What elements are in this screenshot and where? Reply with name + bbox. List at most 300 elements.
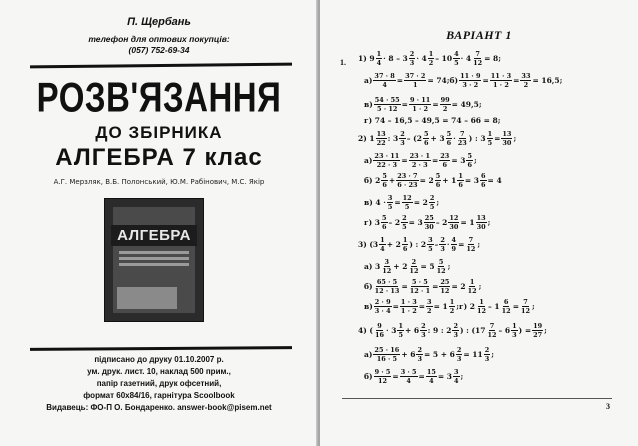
fraction-denominator: 9 — [451, 245, 457, 253]
math-text: г) 2 — [459, 302, 475, 311]
fraction-numerator: 9 · 11 — [409, 96, 431, 104]
math-text: = — [392, 302, 399, 311]
fraction — [436, 258, 447, 275]
solution-line — [358, 236, 480, 253]
fraction-denominator: 6 — [402, 245, 408, 253]
fraction — [453, 50, 460, 67]
solution-line — [364, 346, 494, 363]
fraction-denominator: 6 — [446, 139, 452, 147]
math-text: = 74; — [427, 76, 450, 85]
solution-line — [364, 298, 535, 315]
math-text: + 3 — [430, 134, 445, 143]
fraction-denominator: 12 — [436, 267, 446, 275]
math-text: а) 3 — [364, 262, 381, 271]
fraction-denominator: 4 — [380, 245, 385, 253]
fraction-numerator: 11 · 9 — [460, 72, 481, 80]
fraction — [439, 278, 450, 295]
fraction-numerator: 54 · 55 — [374, 96, 400, 104]
fraction-numerator: 2 — [453, 322, 458, 330]
fraction — [452, 322, 459, 339]
fraction-numerator: 1 — [487, 130, 493, 138]
math-text: – 1 — [488, 302, 500, 311]
fraction-numerator: 2 · 9 — [374, 298, 391, 306]
cover-graphic — [117, 287, 177, 309]
fraction-numerator: 1 — [428, 50, 434, 58]
fraction-numerator: 7 — [468, 236, 474, 244]
math-text: ; — [532, 302, 535, 311]
fraction — [374, 278, 401, 295]
fraction — [409, 96, 431, 113]
fraction — [459, 72, 481, 89]
fraction — [401, 214, 408, 231]
math-text: + 6 — [404, 326, 420, 335]
fraction-denominator: 4 — [382, 81, 387, 89]
fraction — [381, 258, 392, 275]
fraction-denominator: 1 · 2 — [412, 105, 429, 113]
math-text: ) = — [518, 326, 532, 335]
fraction-numerator: 9 — [377, 322, 382, 330]
fraction-denominator: 2 — [428, 59, 434, 67]
fraction — [399, 130, 406, 147]
math-text: 3) (3 — [358, 240, 379, 249]
fraction-denominator: 22 · 3 — [376, 161, 398, 169]
fraction — [387, 194, 394, 211]
fraction-denominator: 12 · 1 — [409, 287, 431, 295]
cover-stripe — [119, 263, 189, 266]
solution-line — [358, 130, 516, 147]
fraction-denominator: 12 — [440, 287, 450, 295]
math-text: = — [432, 282, 439, 291]
fraction-denominator: 4 — [406, 377, 411, 385]
math-text: = 1 — [433, 302, 448, 311]
fraction-numerator: 37 · 8 — [374, 72, 395, 80]
solution-line — [364, 96, 482, 113]
fraction-denominator: 30 — [476, 223, 486, 231]
fraction-denominator: 3 — [409, 59, 415, 67]
fraction-numerator: 2 — [402, 214, 407, 222]
book-subtitle: ДО ЗБІРНИКА — [95, 123, 223, 142]
math-text: = 2 — [419, 176, 434, 185]
fraction-denominator: 30 — [424, 223, 434, 231]
fraction-numerator: 2 — [411, 258, 417, 266]
fraction-numerator: 3 — [427, 298, 432, 306]
math-text: б) — [449, 76, 459, 85]
math-text: = 1 — [460, 218, 475, 227]
math-text: – — [434, 240, 439, 249]
fraction-numerator: 1 — [449, 298, 455, 306]
fraction-numerator: 1 · 3 — [400, 298, 417, 306]
math-text: + 2 — [386, 240, 401, 249]
footer-rule — [342, 398, 612, 399]
fraction-numerator: 13 — [502, 130, 512, 138]
fraction-denominator: 2 — [523, 81, 529, 89]
fraction-numerator: 3 · 5 — [400, 368, 417, 376]
fraction-numerator: 4 — [451, 236, 457, 244]
fraction-numerator: 7 — [489, 322, 495, 330]
fraction-denominator: 3 — [484, 355, 490, 363]
fraction — [465, 236, 476, 253]
math-text: = — [401, 100, 408, 109]
math-text: в) — [364, 302, 373, 311]
fraction — [397, 322, 404, 339]
cover-stripe — [119, 251, 189, 254]
fraction-numerator: 1 — [398, 322, 403, 330]
math-text: = — [494, 134, 501, 143]
fraction-numerator: 1 — [469, 278, 475, 286]
fraction-denominator: 12 — [467, 287, 477, 295]
fraction — [409, 152, 431, 169]
phone-number: (057) 752-69-34 — [128, 45, 190, 55]
fraction-denominator: 12 — [473, 59, 483, 67]
problem-number: 1. — [340, 58, 346, 67]
fraction-numerator: 12 — [449, 214, 459, 222]
math-text: + 1 — [442, 176, 457, 185]
fraction-denominator: 12 — [477, 307, 487, 315]
fraction-denominator: 6 — [467, 161, 472, 169]
publisher-author: П. Щербань — [127, 16, 191, 28]
fraction — [501, 130, 512, 147]
fraction-denominator: 3 — [512, 331, 517, 339]
left-page — [0, 0, 318, 446]
fraction — [511, 322, 518, 339]
math-text: = 49,5; — [451, 100, 482, 109]
fraction-numerator: 1 — [479, 298, 484, 306]
math-text: : 9 : 2 — [427, 326, 452, 335]
fraction — [466, 152, 473, 169]
solution-line — [364, 152, 477, 169]
solution-line — [364, 172, 502, 189]
fraction-denominator: 5 — [429, 203, 435, 211]
fraction-numerator: 1 — [402, 236, 408, 244]
fraction-denominator: 3 — [400, 139, 405, 147]
fraction — [416, 346, 423, 363]
fraction-denominator: 12 — [487, 331, 497, 339]
fraction-denominator: 6 — [481, 181, 486, 189]
math-text: = — [431, 156, 439, 165]
fraction-denominator: 3 · 2 — [462, 81, 479, 89]
book-title: РОЗВ'ЯЗАННЯ — [36, 74, 282, 121]
fraction — [376, 50, 383, 67]
fraction — [435, 172, 442, 189]
fraction — [532, 322, 543, 339]
fraction-denominator: 16 — [374, 331, 384, 339]
fraction — [374, 298, 392, 315]
fraction — [402, 194, 413, 211]
fraction-numerator: 9 · 5 — [374, 368, 391, 376]
math-text: ; — [477, 240, 481, 249]
math-text: б) — [364, 372, 373, 381]
fraction — [446, 130, 453, 147]
math-text: · 4 — [460, 54, 472, 63]
math-text: = 5 + 6 — [423, 350, 455, 359]
imprint-line: підписано до друку 01.10.2007 р. — [94, 355, 224, 364]
fraction — [409, 278, 431, 295]
fraction-denominator: 6 — [435, 181, 441, 189]
fraction-numerator: 5 — [438, 258, 444, 266]
fraction-denominator: 12 — [382, 267, 392, 275]
math-text: = — [418, 372, 425, 381]
fraction-numerator: 11 · 3 — [490, 72, 512, 80]
math-text: = 2 — [413, 198, 428, 207]
fraction — [457, 130, 468, 147]
fraction — [400, 368, 418, 385]
fraction-numerator: 25 — [440, 278, 450, 286]
fraction-denominator: 5 — [404, 203, 410, 211]
solution-line — [364, 278, 481, 295]
math-text: а) — [364, 156, 373, 165]
fraction-numerator: 7 — [523, 298, 528, 306]
variant-heading: ВАРІАНТ 1 — [446, 28, 512, 42]
phone-label: телефон для оптових покупців: — [88, 34, 230, 44]
fraction — [439, 236, 446, 253]
fraction-denominator: 4 — [429, 377, 434, 385]
fraction-denominator: 22 — [376, 139, 386, 147]
fraction-numerator: 2 — [484, 346, 490, 354]
fraction-denominator: 2 · 3 — [411, 161, 428, 169]
fraction-numerator: 1 — [512, 322, 517, 330]
fraction-denominator: 2 — [442, 105, 448, 113]
fraction-numerator: 5 — [381, 214, 387, 222]
fraction — [409, 50, 416, 67]
book-cover-image — [104, 198, 204, 322]
math-text: = — [513, 76, 520, 85]
math-text: = 2 — [451, 282, 466, 291]
fraction-numerator: 5 — [382, 172, 387, 180]
math-text: · — [453, 134, 456, 143]
fraction — [420, 322, 427, 339]
fraction — [373, 152, 400, 169]
solution-line — [364, 214, 490, 231]
math-text: 2) 1 — [358, 134, 375, 143]
fraction-denominator: 30 — [449, 223, 459, 231]
math-text: = 3 — [408, 218, 423, 227]
math-text: = — [401, 282, 408, 291]
cover-title: АЛГЕБРА — [111, 225, 197, 246]
fraction-numerator: 37 · 2 — [405, 72, 426, 80]
fraction-denominator: 12 — [501, 307, 511, 315]
fraction-numerator: 3 — [428, 236, 433, 244]
fraction — [381, 172, 388, 189]
fraction-numerator: 5 — [435, 172, 441, 180]
fraction-denominator: 1 · 2 — [493, 81, 509, 89]
math-text: = — [482, 76, 489, 85]
fraction-denominator: 2 — [449, 307, 455, 315]
solution-line — [364, 368, 463, 385]
solution-line — [364, 116, 501, 125]
fraction — [408, 258, 419, 275]
fraction — [428, 50, 435, 67]
fraction-numerator: 3 — [454, 368, 459, 376]
solution-line — [358, 50, 501, 67]
fraction — [402, 236, 409, 253]
fraction-denominator: 4 — [454, 377, 459, 385]
fraction-denominator: 3 — [421, 331, 426, 339]
fraction — [448, 214, 459, 231]
fraction-denominator: 6 — [458, 181, 463, 189]
fraction-numerator: 6 — [481, 172, 486, 180]
math-text: ; — [544, 326, 547, 335]
fraction — [484, 346, 491, 363]
fraction-denominator: 30 — [502, 139, 512, 147]
fraction-denominator: 5 — [454, 59, 459, 67]
solution-line — [358, 322, 547, 339]
fraction-denominator: 5 — [487, 139, 493, 147]
fraction-numerator: 2 — [409, 50, 415, 58]
fraction-numerator: 23 · 1 — [409, 152, 430, 160]
fraction-denominator: 4 — [376, 59, 382, 67]
math-text: – 10 — [435, 54, 453, 63]
fraction-numerator: 2 — [429, 194, 435, 202]
fraction-denominator: 6 — [423, 139, 429, 147]
fraction — [381, 214, 388, 231]
math-text: – 2 — [435, 218, 448, 227]
fraction-numerator: 7 — [460, 130, 465, 138]
math-text: · 4 — [416, 54, 427, 63]
cover-stripe — [119, 257, 189, 260]
math-text: + 6 — [401, 350, 416, 359]
fraction-numerator: 15 — [426, 368, 436, 376]
fraction-numerator: 2 — [456, 346, 462, 354]
fraction-numerator: 2 — [417, 346, 422, 354]
fraction — [373, 346, 400, 363]
math-text: = 3 — [437, 372, 453, 381]
fraction-denominator: 6 · 23 — [397, 181, 418, 189]
fraction-denominator: 12 — [466, 245, 476, 253]
fraction-denominator: 6 — [442, 161, 448, 169]
fraction — [467, 278, 478, 295]
fraction-denominator: 3 · 4 — [374, 307, 391, 315]
fraction-numerator: 25 — [424, 214, 434, 222]
fraction-denominator: 3 — [440, 245, 445, 253]
fraction — [520, 298, 531, 315]
fraction — [501, 298, 512, 315]
fraction — [487, 322, 498, 339]
math-text: = 16,5; — [532, 76, 563, 85]
bottom-rule — [30, 346, 292, 351]
book-subject: АЛГЕБРА 7 клас — [55, 144, 263, 171]
fraction-denominator: 5 · 12 — [377, 105, 398, 113]
fraction-denominator: 3 — [417, 355, 422, 363]
fraction-numerator: 23 · 11 — [374, 152, 400, 160]
imprint-line: ум. друк. лист. 10, наклад 500 прим., — [87, 367, 231, 376]
fraction — [404, 72, 426, 89]
math-text: = 5 — [420, 262, 435, 271]
math-text: ; — [460, 372, 464, 381]
math-text: ; — [478, 282, 482, 291]
fraction — [396, 172, 418, 189]
math-text: ; — [487, 218, 491, 227]
math-text: = — [512, 302, 519, 311]
fraction — [472, 50, 483, 67]
solution-line — [364, 258, 450, 275]
math-text: = — [394, 198, 401, 207]
math-text: = 11 — [463, 350, 483, 359]
fraction — [423, 130, 430, 147]
math-text: ; — [456, 302, 460, 311]
math-text: = — [401, 156, 408, 165]
fraction — [487, 130, 494, 147]
fraction — [374, 96, 401, 113]
fraction-numerator: 5 · 5 — [412, 278, 428, 286]
math-text: б) 2 — [364, 176, 381, 185]
math-text: + — [388, 176, 396, 185]
math-text: 1) 9 — [358, 54, 375, 63]
fraction-numerator: 5 — [446, 130, 452, 138]
fraction — [453, 368, 460, 385]
math-text: а) — [364, 76, 373, 85]
right-page — [320, 0, 638, 446]
fraction-denominator: 5 — [402, 223, 407, 231]
math-text: = — [432, 100, 439, 109]
math-text: = 3 — [451, 156, 466, 165]
fraction-numerator: 4 — [454, 50, 459, 58]
fraction-numerator: 5 — [467, 152, 472, 160]
math-text: ) : 2 — [409, 240, 427, 249]
imprint-line: формат 60х84/16, гарнітура Scoolbook — [83, 391, 235, 400]
fraction-numerator: 33 — [521, 72, 531, 80]
fraction-denominator: 2 — [427, 307, 432, 315]
fraction-denominator: 12 — [409, 267, 419, 275]
fraction-numerator: 99 — [440, 96, 450, 104]
math-text: · 3 — [385, 326, 397, 335]
fraction-numerator: 3 — [384, 258, 390, 266]
fraction-numerator: 23 · 7 — [397, 172, 418, 180]
fraction-denominator: 23 — [457, 139, 467, 147]
fraction-numerator: 25 · 16 — [374, 346, 400, 354]
math-text: = — [458, 240, 465, 249]
math-text: ; — [447, 262, 451, 271]
fraction — [490, 72, 512, 89]
fraction-denominator: 3 — [453, 331, 458, 339]
math-text: а) — [364, 350, 373, 359]
math-text: ; — [436, 198, 440, 207]
fraction-denominator: 12 — [520, 307, 531, 315]
fraction-denominator: 27 — [533, 331, 543, 339]
fraction-numerator: 12 — [402, 194, 412, 202]
fraction — [426, 298, 433, 315]
fraction-numerator: 3 — [387, 194, 393, 202]
math-text: г) 3 — [364, 218, 380, 227]
fraction-denominator: 1 · 2 — [400, 307, 417, 315]
math-text: = — [396, 76, 404, 85]
fraction-denominator: 6 — [381, 223, 387, 231]
fraction-numerator: 1 — [380, 236, 385, 244]
fraction-numerator: 19 — [533, 322, 543, 330]
fraction — [379, 236, 386, 253]
math-text: ) : 3 — [468, 134, 486, 143]
top-rule — [30, 63, 292, 69]
fraction — [374, 322, 385, 339]
fraction-denominator: 12 · 13 — [374, 287, 400, 295]
fraction — [457, 172, 464, 189]
fraction-numerator: 13 — [476, 214, 486, 222]
fraction — [373, 72, 395, 89]
fraction-numerator: 23 — [440, 152, 450, 160]
math-text: + 2 — [393, 262, 408, 271]
fraction — [449, 298, 456, 315]
math-text: ) : (17 — [459, 326, 486, 335]
math-text: в) — [364, 100, 373, 109]
math-text: = 4 — [487, 176, 502, 185]
fraction-numerator: 65 · 5 — [376, 278, 398, 286]
math-text: б) — [364, 282, 373, 291]
fraction-numerator: 2 — [400, 130, 405, 138]
math-text: в) 4 · — [364, 198, 386, 207]
fraction — [476, 298, 487, 315]
imprint-line: папір газетний, друк офсетний, — [96, 379, 222, 388]
fraction — [439, 152, 450, 169]
math-text: г) 74 – 16,5 – 49,5 = 74 – 66 = 8; — [364, 116, 501, 125]
